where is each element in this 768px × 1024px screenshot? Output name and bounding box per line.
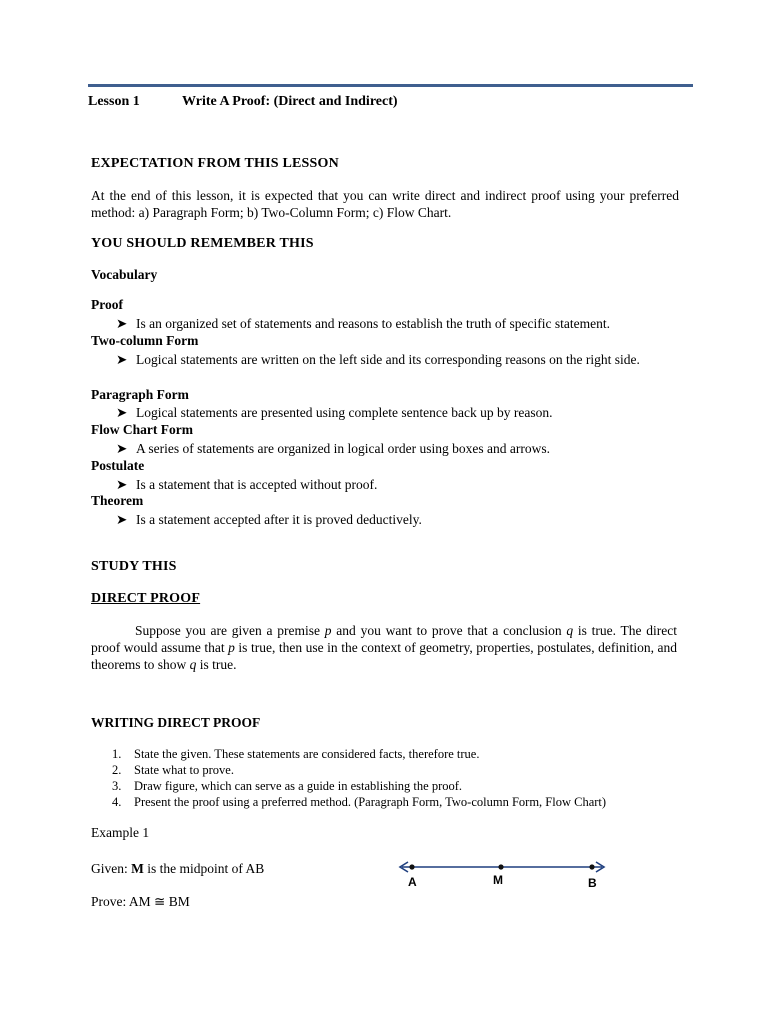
step-item — [112, 778, 462, 794]
label-b: B — [588, 876, 597, 890]
term-theorem: Theorem — [91, 493, 144, 508]
step-number: 4. — [112, 795, 122, 809]
prove-statement: Prove: AM ≅ BM — [91, 894, 190, 909]
definition-text: Logical statements are written on the left side and its corresponding reasons on the right side. — [136, 352, 640, 367]
remember-heading: YOU SHOULD REMEMBER THIS — [91, 236, 314, 251]
writing-direct-proof-heading: WRITING DIRECT PROOF — [91, 715, 261, 730]
header-rule — [88, 84, 693, 87]
direct-proof-heading: DIRECT PROOF — [91, 591, 201, 606]
arrow-bullet-icon: ➤ — [116, 352, 128, 367]
step-item — [112, 794, 606, 810]
definition-proof — [116, 315, 682, 332]
arrow-bullet-icon: ➤ — [116, 477, 128, 492]
vocabulary-heading: Vocabulary — [91, 267, 158, 282]
paragraph-text: and you want to prove that a conclusion — [331, 623, 567, 638]
variable-q: q — [189, 657, 197, 672]
term-flow-chart-form: Flow Chart Form — [91, 422, 193, 437]
definition-text: A series of statements are organized in logical order using boxes and arrows. — [136, 441, 551, 456]
given-point-m: M — [131, 861, 144, 876]
variable-q: q — [566, 623, 574, 638]
lesson-title: Write A Proof: (Direct and Indirect) — [182, 94, 398, 109]
lesson-label: Lesson 1 — [88, 94, 140, 109]
definition-postulate — [116, 476, 682, 493]
term-postulate: Postulate — [91, 458, 145, 473]
given-statement — [91, 861, 264, 877]
paragraph-text: is true. The direct proof would assume that — [91, 623, 678, 655]
definition-text: Is an organized set of statements and reasons to establish the truth of specific statement. — [136, 316, 610, 331]
definition-text: Is a statement that is accepted without proof. — [136, 477, 378, 492]
step-item — [112, 762, 234, 778]
paragraph-text: is true. — [196, 657, 237, 672]
arrow-bullet-icon: ➤ — [116, 512, 128, 527]
arrow-bullet-icon: ➤ — [116, 316, 128, 331]
arrow-bullet-icon: ➤ — [116, 441, 128, 456]
step-text: Draw figure, which can serve as a guide in establishing the proof. — [134, 779, 463, 793]
definition-two-column-form — [116, 351, 682, 385]
term-paragraph-form: Paragraph Form — [91, 387, 189, 402]
point-b-dot — [589, 864, 594, 869]
paragraph-text: is true, then use in the context of geometry, properties, postulates, definition, and theorems to show — [91, 640, 677, 672]
definition-text: Logical statements are presented using complete sentence back up by reason. — [136, 405, 553, 420]
step-number: 3. — [112, 779, 122, 793]
step-text: State what to prove. — [134, 763, 234, 777]
step-text: State the given. These statements are considered facts, therefore true. — [134, 747, 480, 761]
point-a-dot — [409, 864, 414, 869]
given-prefix: Given: — [91, 861, 132, 876]
step-number: 1. — [112, 747, 122, 761]
step-item — [112, 746, 479, 762]
definition-theorem — [116, 511, 682, 528]
label-a: A — [408, 875, 417, 889]
step-number: 2. — [112, 763, 122, 777]
label-m: M — [493, 873, 503, 887]
segment-figure — [396, 854, 608, 894]
expectation-text: At the end of this lesson, it is expected that you can write direct and indirect proof using your preferred method: a) Paragraph Form; b) Two-Column Form; c) Flow Chart. — [91, 188, 679, 220]
direct-proof-paragraph — [91, 622, 677, 673]
term-two-column-form: Two-column Form — [91, 333, 199, 348]
study-heading: STUDY THIS — [91, 559, 177, 574]
expectation-heading: EXPECTATION FROM THIS LESSON — [91, 156, 339, 171]
step-text: Present the proof using a preferred method. (Paragraph Form, Two-column Form, Flow Chart) — [134, 795, 607, 809]
definition-flow-chart-form — [116, 440, 682, 457]
point-m-dot — [498, 864, 503, 869]
term-proof: Proof — [91, 297, 123, 312]
arrow-bullet-icon: ➤ — [116, 405, 128, 420]
paragraph-text: Suppose you are given a premise — [135, 623, 325, 638]
example-label: Example 1 — [91, 825, 150, 840]
variable-p: p — [324, 623, 332, 638]
definition-paragraph-form — [116, 404, 682, 421]
given-text: is the midpoint of AB — [143, 861, 265, 876]
definition-text: Is a statement accepted after it is proved deductively. — [136, 512, 422, 527]
variable-p: p — [228, 640, 235, 655]
